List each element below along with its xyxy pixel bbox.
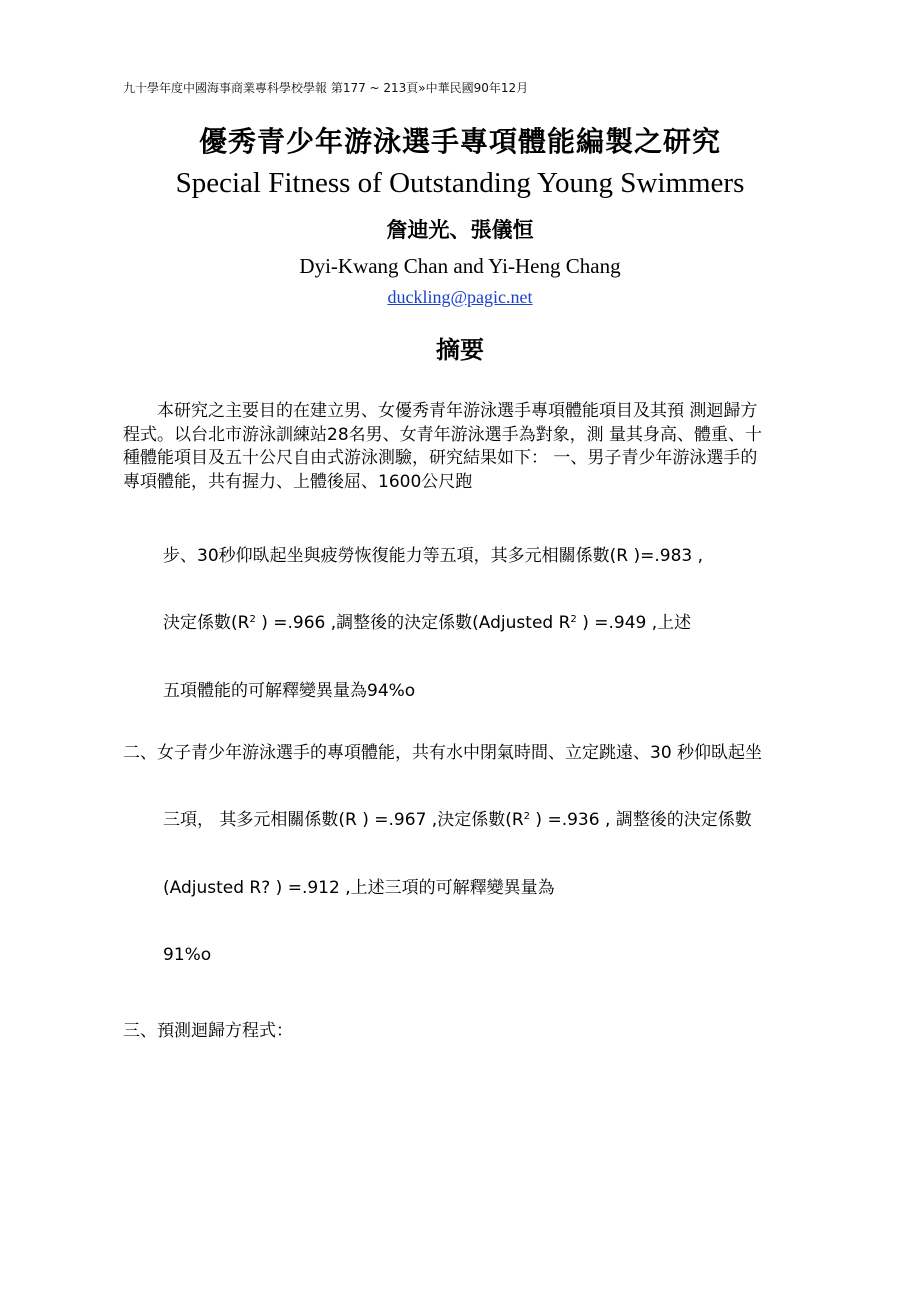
result-line-5: 步、30秒仰臥起坐與疲勞恢復能力等五項，其多元相關係數(R )=.983 , xyxy=(163,546,704,566)
abstract-line-4: 專項體能，共有握力、上體後屈、1600公尺跑 xyxy=(123,471,473,492)
result-line-6-part-b: ) =.966 ,調整後的決定係數(Adjusted R xyxy=(255,613,571,633)
title-chinese: 優秀青少年游泳選手專項體能編製之研究 xyxy=(198,125,721,158)
authors-chinese: 詹迪光、張儀恒 xyxy=(386,218,534,242)
title-english: Special Fitness of Outstanding Young Swimmers xyxy=(175,167,745,199)
result-line-6 xyxy=(163,608,691,633)
abstract-line-2: 程式。以台北市游泳訓練站28名男、女青年游泳選手為對象，測 量其身高、體重、十 xyxy=(123,424,763,445)
result-line-11: 91%o xyxy=(163,945,212,965)
result-line-6-part-a: 決定係數(R xyxy=(163,613,250,633)
result-line-7: 五項體能的可解釋變異量為94%o xyxy=(163,681,416,701)
abstract-paragraph xyxy=(123,400,803,494)
superscript: 2 xyxy=(249,614,256,625)
result-line-9-part-a: 三項， 其多元相關係數(R ) =.967 ,決定係數(R xyxy=(163,810,524,830)
superscript: 2 xyxy=(570,614,577,625)
abstract-line-1: 本研究之主要目的在建立男、女優秀青年游泳選手專項體能項目及其預 測迴歸方 xyxy=(123,401,758,421)
result-line-6-part-c: ) =.949 ,上述 xyxy=(576,613,692,633)
result-line-12: 三、預測迴歸方程式： xyxy=(123,1021,293,1041)
result-line-9 xyxy=(163,805,752,830)
abstract-heading: 摘要 xyxy=(436,336,484,364)
result-line-8: 二、女子青少年游泳選手的專項體能，共有水中閉氣時間、立定跳遠、30 秒仰臥起坐 xyxy=(123,743,763,763)
email-link[interactable]: duckling@pagic.net xyxy=(387,287,533,307)
superscript: 2 xyxy=(523,811,531,822)
abstract-line-3: 種體能項目及五十公尺自由式游泳測驗，研究結果如下： 一、男子青少年游泳選手的 xyxy=(123,448,758,468)
result-line-9-part-b: ) =.936 , 調整後的決定係數 xyxy=(530,810,752,830)
authors-english: Dyi-Kwang Chan and Yi-Heng Chang xyxy=(299,254,621,278)
result-line-10: (Adjusted R? ) =.912 ,上述三項的可解釋變異量為 xyxy=(163,878,555,898)
author-email xyxy=(0,287,920,308)
journal-header: 九十學年度中國海事商業專科學校學報 第177 ~ 213頁»中華民國90年12月 xyxy=(123,81,529,95)
